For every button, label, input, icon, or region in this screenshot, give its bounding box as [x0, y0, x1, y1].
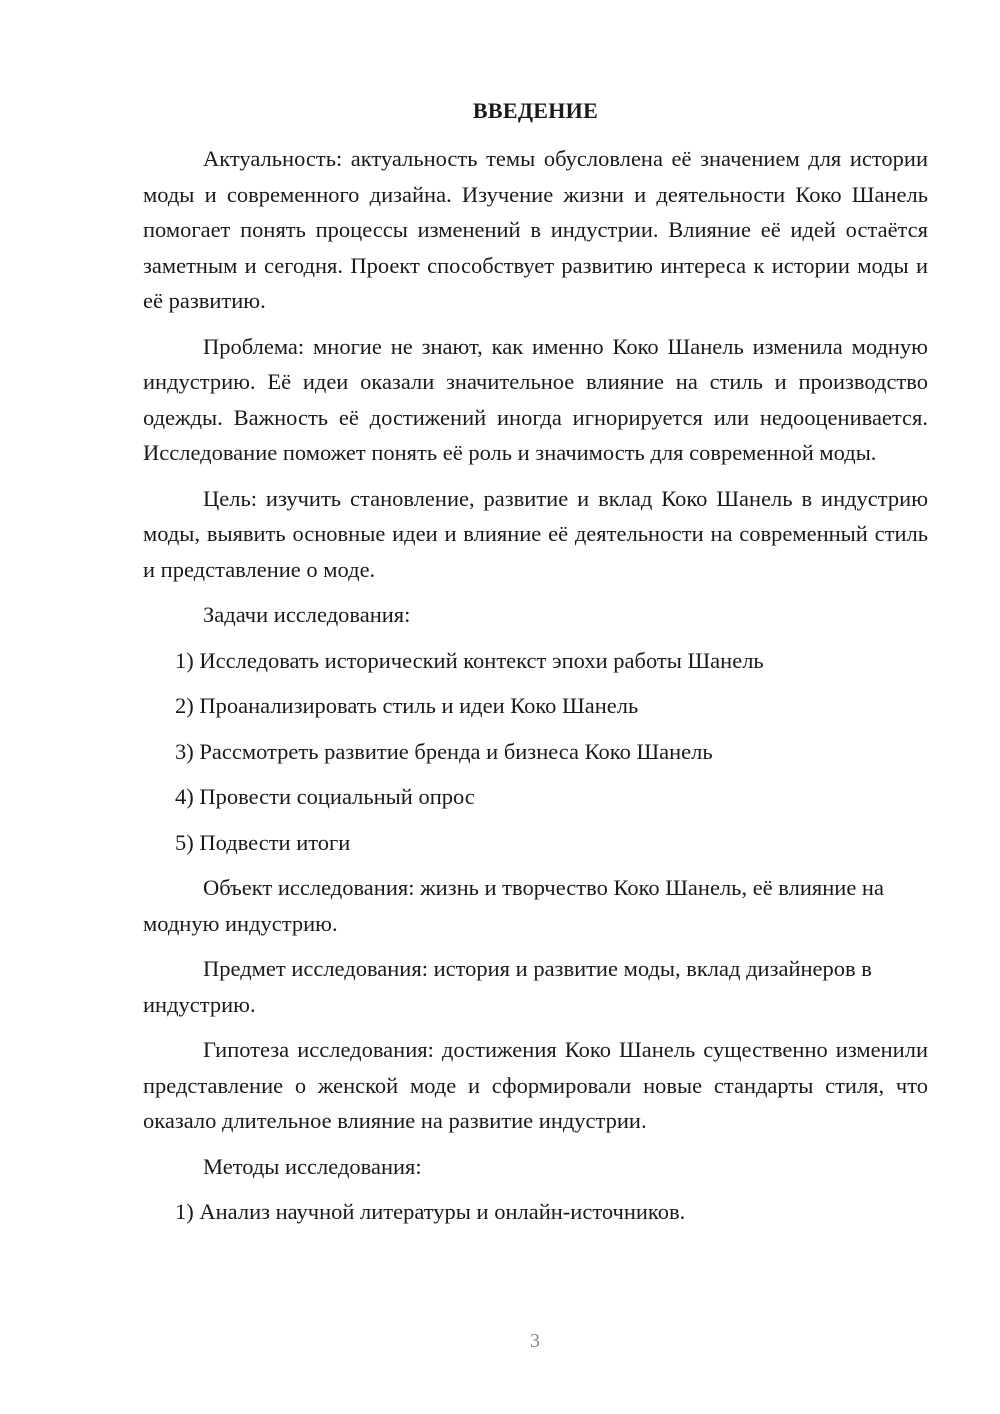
hypothesis-paragraph: Гипотеза исследования: достижения Коко Шанель существенно изменили представление о женской моде и сформировали новые стандарты стиля, что оказало длительное влияние на развитие индустрии. — [143, 1037, 928, 1133]
relevance-paragraph: Актуальность: актуальность темы обусловлена её значением для истории моды и современного дизайна. Изучение жизни и деятельности Коко Шанель помогает понять процессы изменений в индустрии. Влияние её идей остаётся заметным и сегодня. Проект способствует развитию интереса к истории моды и её развитию. — [143, 146, 928, 313]
method-item: 1) Анализ научной литературы и онлайн-источников. — [175, 1199, 686, 1224]
task-item: 1) Исследовать исторический контекст эпохи работы Шанель — [175, 647, 764, 673]
object-paragraph: Объект исследования: жизнь и творчество Коко Шанель, её влияние на модную индустрию. — [143, 875, 884, 936]
problem-paragraph: Проблема: многие не знают, как именно Коко Шанель изменила модную индустрию. Её идеи оказали значительное влияние на стиль и производство одежды. Важность её достижений иногда игнорируется или недооценивается. Исследование поможет понять её роль и значимость для современной моды. — [143, 333, 928, 465]
methods-heading: Методы исследования: — [203, 1153, 422, 1179]
task-item: 4) Провести социальный опрос — [175, 784, 475, 809]
page-number: 3 — [530, 1330, 540, 1352]
task-item: 3) Рассмотреть развитие бренда и бизнеса Коко Шанель — [175, 738, 713, 764]
goal-paragraph: Цель: изучить становление, развитие и вклад Коко Шанель в индустрию моды, выявить основные идеи и влияние её деятельности на современный стиль и представление о моде. — [143, 485, 928, 582]
task-item: 2) Проанализировать стиль и идеи Коко Шанель — [175, 693, 639, 718]
tasks-heading: Задачи исследования: — [203, 602, 411, 627]
document-body — [143, 141, 928, 1230]
subject-paragraph: Предмет исследования: история и развитие моды, вклад дизайнеров в индустрию. — [143, 956, 872, 1017]
page-title: ВВЕДЕНИЕ — [472, 98, 599, 123]
task-item: 5) Подвести итоги — [175, 829, 351, 855]
